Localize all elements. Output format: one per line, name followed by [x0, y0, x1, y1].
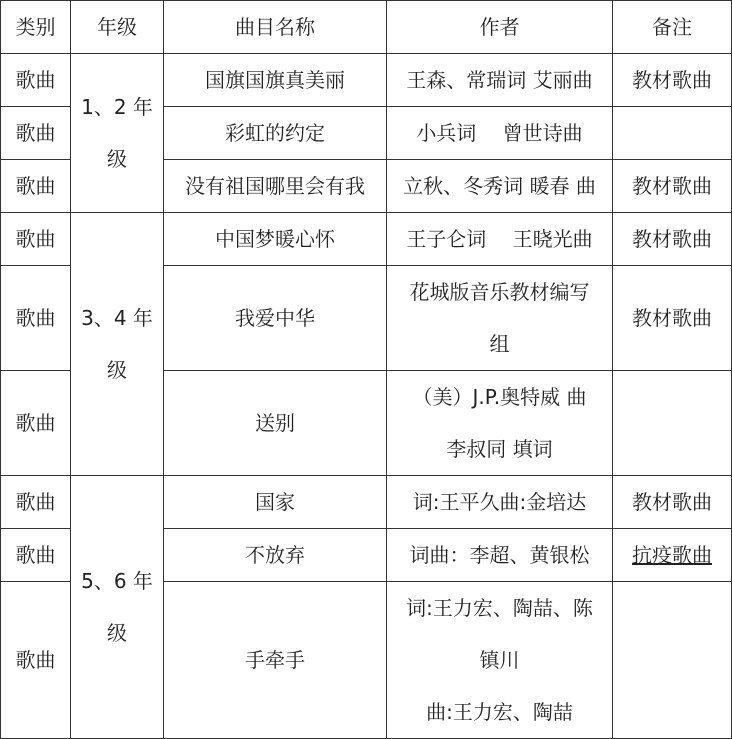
- author-cell: 小兵词 曾世诗曲: [387, 107, 613, 160]
- table-row: [1, 476, 732, 529]
- category-cell: 歌曲: [1, 213, 71, 266]
- song-cell: 国家: [164, 476, 387, 529]
- grade-line: 5、6 年: [81, 569, 153, 593]
- remark-cell: 教材歌曲: [613, 54, 732, 107]
- song-cell: 国旗国旗真美丽: [164, 54, 387, 107]
- author-cell: 词曲：李超、黄银松: [387, 529, 613, 582]
- category-cell: 歌曲: [1, 266, 71, 371]
- remark-cell: 教材歌曲: [613, 160, 732, 213]
- author-line: 曲:王力宏、陶喆: [426, 700, 573, 724]
- song-cell: 不放弃: [164, 529, 387, 582]
- remark-cell: [613, 371, 732, 476]
- grade-line: 级: [107, 621, 127, 645]
- author-line: 花城版音乐教材编写: [409, 280, 590, 304]
- grade-cell: [71, 54, 164, 213]
- remark-cell: 教材歌曲: [613, 476, 732, 529]
- category-cell: 歌曲: [1, 107, 71, 160]
- header-category: 类别: [1, 1, 71, 54]
- header-author: 作者: [387, 1, 613, 54]
- grade-line: 1、2 年: [81, 95, 153, 119]
- author-cell: 王子仑词 王晓光曲: [387, 213, 613, 266]
- grade-cell: [71, 476, 164, 739]
- author-cell: [387, 266, 613, 371]
- table-row: [1, 54, 732, 107]
- author-cell: 词:王平久曲:金培达: [387, 476, 613, 529]
- author-line: 组: [489, 332, 510, 356]
- song-cell: 中国梦暖心怀: [164, 213, 387, 266]
- header-grade: 年级: [71, 1, 164, 54]
- author-line: 词:王力宏、陶喆、陈: [406, 596, 593, 620]
- author-cell: 立秋、冬秀词 暖春 曲: [387, 160, 613, 213]
- author-line: （美）J.P.奥特威 曲: [412, 385, 587, 409]
- author-cell: [387, 371, 613, 476]
- song-cell: 手牵手: [164, 582, 387, 739]
- header-remark: 备注: [613, 1, 732, 54]
- remark-cell: 抗疫歌曲: [613, 529, 732, 582]
- remark-cell: 教材歌曲: [613, 213, 732, 266]
- grade-line: 3、4 年: [81, 306, 153, 330]
- author-cell: [387, 582, 613, 739]
- song-cell: 送别: [164, 371, 387, 476]
- category-cell: 歌曲: [1, 54, 71, 107]
- category-cell: 歌曲: [1, 529, 71, 582]
- table-header-row: [1, 1, 732, 54]
- author-line: 镇川: [479, 648, 520, 672]
- remark-cell: [613, 107, 732, 160]
- header-song: 曲目名称: [164, 1, 387, 54]
- table-row: [1, 213, 732, 266]
- song-cell: 没有祖国哪里会有我: [164, 160, 387, 213]
- song-cell: 我爱中华: [164, 266, 387, 371]
- category-cell: 歌曲: [1, 582, 71, 739]
- author-line: 李叔同 填词: [446, 437, 553, 461]
- remark-cell: [613, 582, 732, 739]
- remark-cell: 教材歌曲: [613, 266, 732, 371]
- category-cell: 歌曲: [1, 160, 71, 213]
- grade-line: 级: [107, 147, 127, 171]
- category-cell: 歌曲: [1, 476, 71, 529]
- category-cell: 歌曲: [1, 371, 71, 476]
- author-cell: 王森、常瑞词 艾丽曲: [387, 54, 613, 107]
- grade-cell: [71, 213, 164, 476]
- grade-line: 级: [107, 358, 127, 382]
- song-cell: 彩虹的约定: [164, 107, 387, 160]
